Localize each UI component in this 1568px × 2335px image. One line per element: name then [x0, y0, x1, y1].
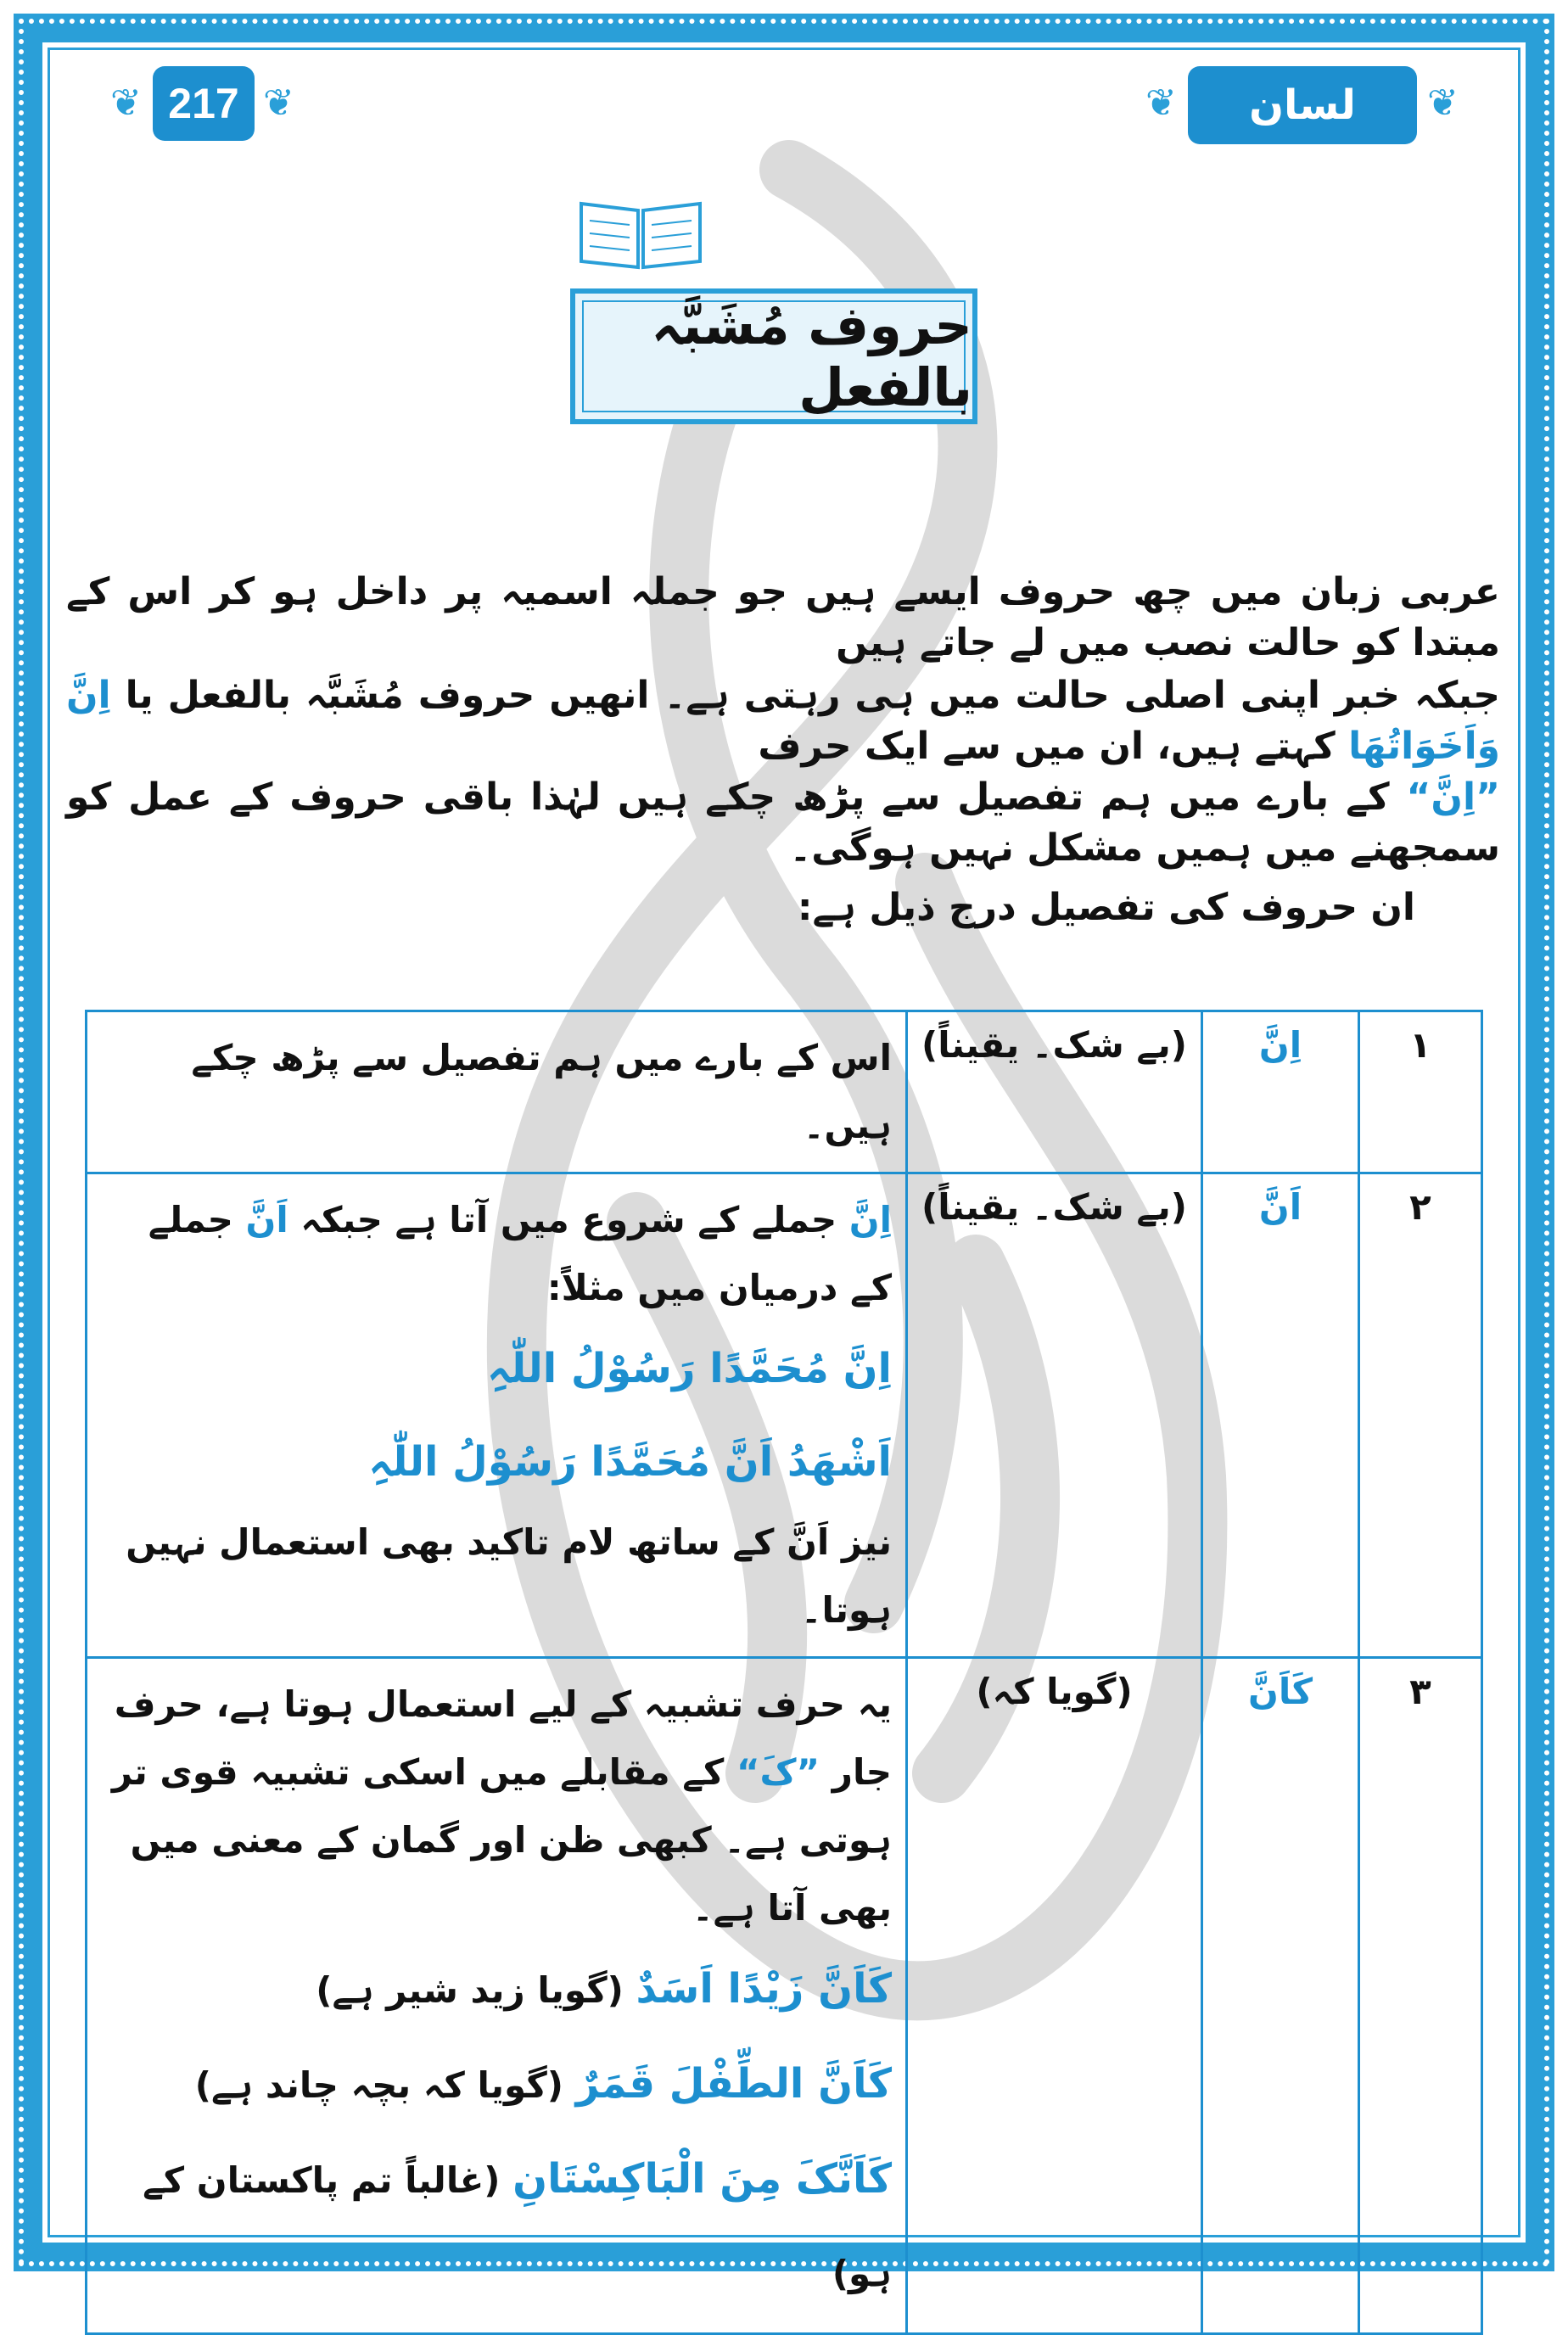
description-line: [101, 1671, 892, 1942]
particle-meaning: (بے شک۔ یقیناً): [907, 1011, 1202, 1173]
intro-text: جبکہ خبر اپنی اصلی حالت میں ہی رہتی ہے۔ انھیں حروف مُشَبَّہ بالفعل یا: [125, 674, 1500, 717]
intro-line-4: ان حروف کی تفصیل درج ذیل ہے:: [797, 886, 1415, 929]
open-book-icon: [577, 195, 704, 272]
book-title-badge: لسان القرآن: [1188, 66, 1417, 144]
particle-description: [87, 1173, 907, 1658]
particle-description: اس کے بارے میں ہم تفصیل سے پڑھ چکے ہیں۔: [87, 1011, 907, 1173]
ornament-icon: ❦: [1145, 81, 1177, 125]
arabic-term: اَنَّ: [245, 1199, 288, 1240]
intro-line-2: [66, 670, 1500, 772]
description-text: جملے کے شروع میں آتا ہے جبکہ: [300, 1199, 837, 1240]
example-translation: (غالباً تم پاکستان کے ہو): [143, 2159, 892, 2294]
intro-line-1: عربی زبان میں چھ حروف ایسے ہیں جو جملہ اسمیہ پر داخل ہو کر اس کے مبتدا کو حالت نصب میں لے جاتے ہیں: [66, 570, 1500, 664]
chapter-title-box: [570, 288, 977, 424]
description-text: جملے کے درمیان میں مثلاً:: [148, 1199, 892, 1308]
ornament-icon: ❦: [263, 81, 294, 125]
page-number: 217: [153, 66, 255, 141]
particle-word: کَاَنَّ: [1202, 1658, 1359, 2334]
arabic-example: اَشْھَدُ اَنَّ مُحَمَّدًا رَسُوْلُ اللّٰہِ: [368, 1438, 892, 1486]
description-note: نیز اَنَّ کے ساتھ لام تاکید بھی استعمال نہیں ہوتا۔: [126, 1521, 892, 1631]
arabic-example: اِنَّ مُحَمَّدًا رَسُوْلُ اللّٰہِ: [487, 1345, 892, 1392]
example-line: [101, 2132, 892, 2321]
example-translation: (گویا کہ بچہ چاند ہے): [194, 2064, 563, 2106]
particles-table: [85, 1010, 1483, 2335]
ornament-icon: ❦: [110, 81, 142, 125]
particle-meaning: (گویا کہ): [907, 1658, 1202, 2334]
particle-word: اِنَّ: [1202, 1011, 1359, 1173]
particle-meaning: (بے شک۔ یقیناً): [907, 1173, 1202, 1658]
arabic-example: کَاَنَّ زَیْدًا اَسَدٌ: [636, 1965, 892, 2013]
table-row: [87, 1011, 1482, 1173]
arabic-example: کَاَنَّ الطِّفْلَ قَمَرٌ: [575, 2060, 892, 2108]
description-text: کے مقابلے میں اسکی تشبیہ قوی تر ہوتی ہے۔ کبھی ظن اور گمان کے معنی میں بھی آتا ہے۔: [111, 1751, 892, 1929]
example-line: [101, 2037, 892, 2132]
example-line: [101, 1942, 892, 2037]
row-number: ۳: [1359, 1658, 1482, 2334]
row-number: ۲: [1359, 1173, 1482, 1658]
arabic-term: اِنَّ وَاَخَوَاتُھَا: [66, 674, 1500, 768]
chapter-title: حروف مُشَبَّہ بالفعل: [651, 294, 972, 418]
intro-text: کے بارے میں ہم تفصیل سے پڑھ چکے ہیں لہٰذا باقی حروف کے عمل کو سمجھنے میں ہمیں مشکل نہیں ہوگی۔: [66, 776, 1500, 870]
arabic-example: کَاَنَّکَ مِنَ الْبَاکِسْتَانِ: [512, 2155, 892, 2203]
arabic-term: ”اِنَّ“: [1406, 776, 1500, 819]
example-translation: (گویا زید شیر ہے): [316, 1969, 624, 2011]
description-text: یہ حرف تشبیہ کے لیے استعمال ہوتا ہے، حرف جار: [114, 1683, 892, 1793]
intro-line-3: [66, 772, 1500, 874]
arabic-term: ”کَ“: [736, 1751, 820, 1793]
intro-text: کہتے ہیں، ان میں سے ایک حرف: [758, 725, 1336, 768]
description-line: [101, 1186, 892, 1322]
row-number: ۱: [1359, 1011, 1482, 1173]
arabic-term: اِنَّ: [848, 1199, 892, 1240]
table-row: [87, 1173, 1482, 1658]
ornament-icon: ❦: [1427, 81, 1459, 125]
particle-description: [87, 1658, 907, 2334]
particle-word: اَنَّ: [1202, 1173, 1359, 1658]
table-row: [87, 1658, 1482, 2334]
